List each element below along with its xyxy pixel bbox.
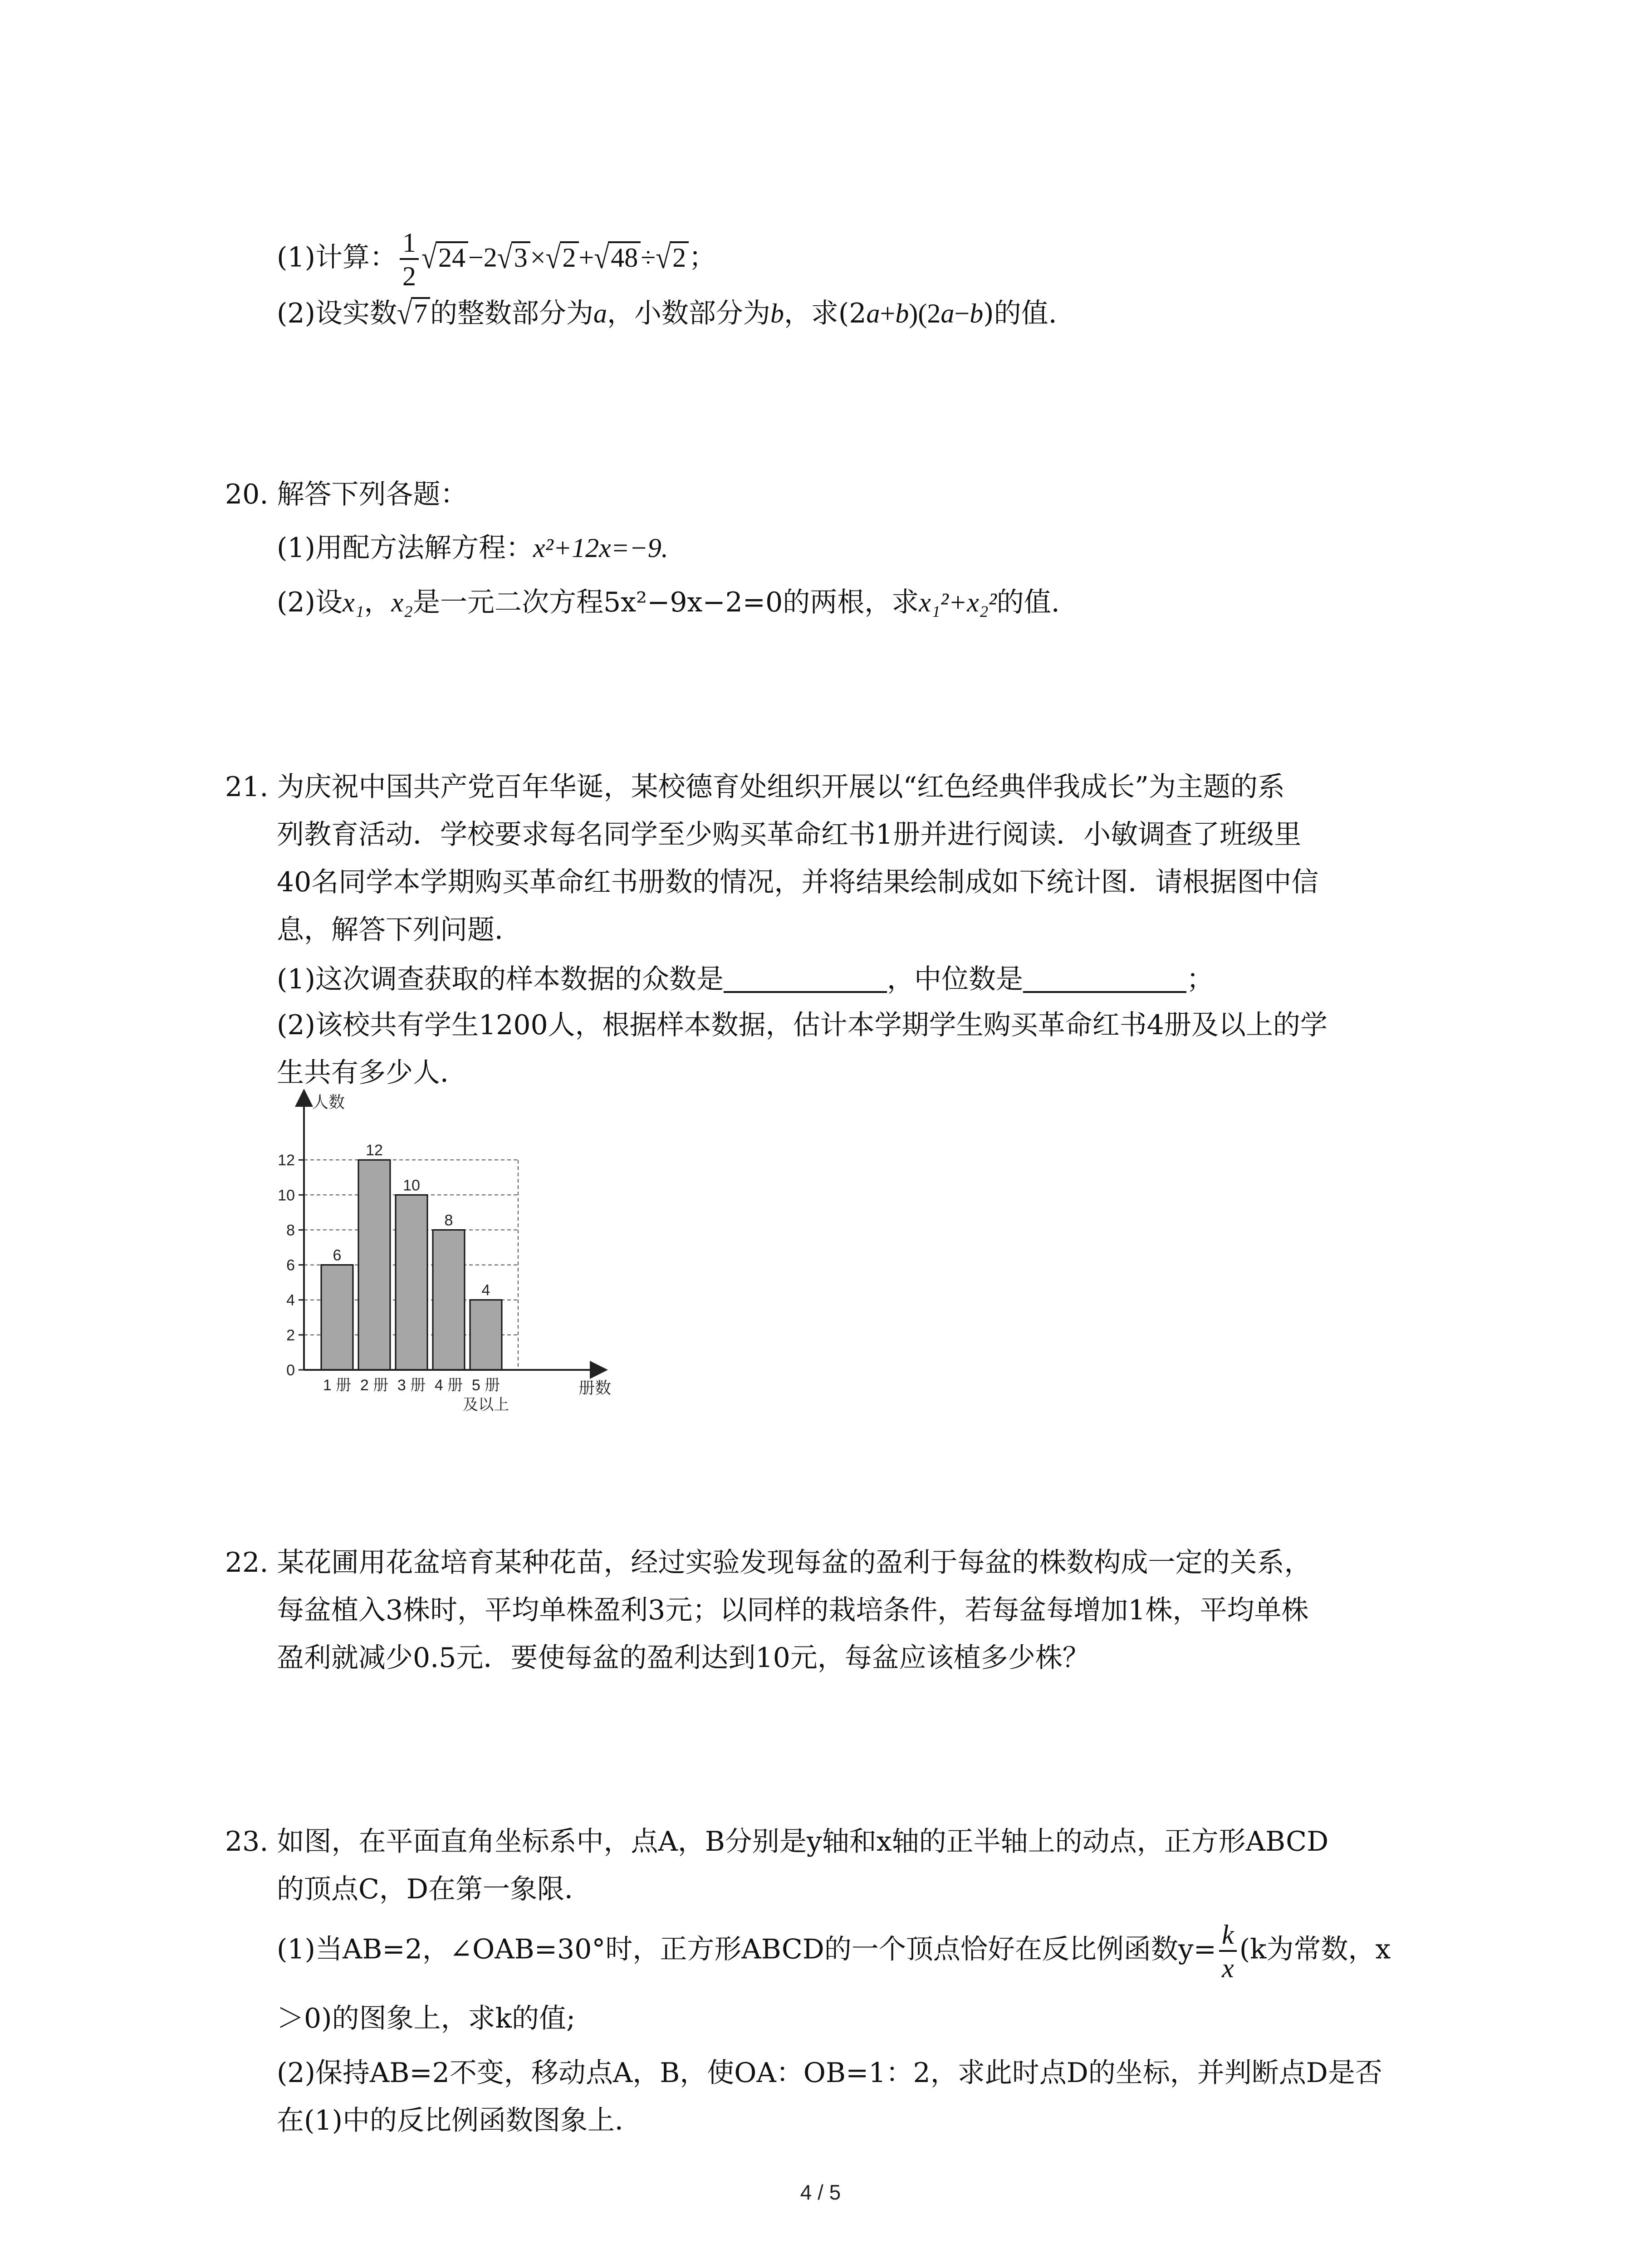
text: ，小数部分为 bbox=[607, 298, 770, 329]
var-a: a bbox=[593, 298, 607, 328]
q20-title: 20. 解答下列各题： bbox=[225, 479, 468, 510]
chart-labels bbox=[278, 1142, 509, 1413]
radicand: 48 bbox=[608, 241, 641, 271]
frac-num: k bbox=[1219, 1921, 1237, 1952]
frac-den: 2 bbox=[402, 261, 416, 291]
text: (1)当AB=2，∠OAB=30°时，正方形ABCD的一个顶点恰好在反比例函数y= bbox=[277, 1933, 1217, 1965]
q19-part1 bbox=[277, 229, 716, 290]
q21-line4: 息，解答下列问题． bbox=[277, 914, 522, 946]
radicand: 7 bbox=[411, 297, 430, 327]
x-axis-label: 册数 bbox=[578, 1378, 612, 1397]
q21-part1 bbox=[277, 964, 1214, 993]
radicand: 24 bbox=[436, 241, 468, 271]
radicand: 2 bbox=[560, 241, 579, 271]
var-a: a bbox=[941, 298, 955, 328]
text: )的值. bbox=[983, 298, 1057, 329]
sqrt-24: √24 bbox=[421, 241, 468, 271]
sqrt-2b: √2 bbox=[656, 241, 689, 271]
q22-line3: 盈利就减少0.5元．要使每盆的盈利达到10元，每盆应该植多少株？ bbox=[277, 1642, 1090, 1674]
y-tick-label: 10 bbox=[278, 1187, 295, 1204]
bar-data-label: 8 bbox=[444, 1212, 453, 1229]
text: 的值. bbox=[996, 587, 1060, 618]
q23-part1-line1 bbox=[277, 1921, 1391, 1982]
q20-part1 bbox=[277, 534, 668, 562]
var-b: b bbox=[770, 298, 784, 328]
frac-num: 1 bbox=[400, 229, 419, 260]
bar bbox=[470, 1300, 502, 1370]
punct: ； bbox=[689, 241, 716, 274]
x-tick-label: 2 册 bbox=[360, 1377, 389, 1394]
bar bbox=[321, 1265, 353, 1370]
text: (1)这次调查获取的样本数据的众数是 bbox=[277, 963, 724, 995]
x-tick-label: 5 册 bbox=[471, 1377, 500, 1394]
bar-data-label: 10 bbox=[403, 1177, 420, 1194]
radicand: 2 bbox=[670, 241, 689, 271]
radicand: 3 bbox=[511, 241, 530, 271]
q22-line2: 每盆植入3株时，平均单株盈利3元；以同样的栽培条件，若每盆每增加1株，平均单株 bbox=[277, 1594, 1309, 1626]
q21-part2-line1: (2)该校共有学生1200人，根据样本数据，估计本学期学生购买革命红书4册及以上的学 bbox=[277, 1009, 1327, 1041]
y-tick-label: 2 bbox=[286, 1326, 295, 1344]
text: (2)设 bbox=[277, 587, 343, 618]
expression: x₁²+x₂² bbox=[919, 587, 997, 617]
frac-den: x bbox=[1222, 1953, 1234, 1983]
punct: ， bbox=[364, 587, 392, 618]
var-b: b bbox=[895, 298, 909, 328]
sqrt-48: √48 bbox=[594, 241, 641, 271]
q21-line2: 列教育活动．学校要求每名同学至少购买革命红书1册并进行阅读．小敏调查了班级里 bbox=[277, 819, 1302, 850]
bar-data-label: 6 bbox=[333, 1246, 342, 1264]
q21-part2-line2: 生共有多少人． bbox=[277, 1057, 467, 1089]
op: + bbox=[880, 298, 896, 328]
sqrt-2: √2 bbox=[546, 241, 579, 271]
q19-part2 bbox=[277, 296, 1057, 331]
q19-p1-label: (1)计算： bbox=[277, 241, 397, 274]
fraction-k-over-x bbox=[1219, 1921, 1237, 1982]
y-tick-label: 4 bbox=[286, 1291, 295, 1309]
var-a: a bbox=[866, 298, 880, 328]
answer-blank-mode[interactable] bbox=[724, 964, 887, 993]
bar-chart bbox=[254, 1089, 626, 1424]
op: ÷ bbox=[641, 242, 656, 273]
fraction-half bbox=[400, 229, 419, 290]
op: × bbox=[530, 242, 546, 273]
text: ，求(2 bbox=[784, 298, 867, 329]
text: )(2 bbox=[909, 298, 941, 328]
x-tick-label: 4 册 bbox=[434, 1377, 463, 1394]
op: − bbox=[954, 298, 970, 328]
y-tick-label: 12 bbox=[278, 1152, 295, 1169]
y-axis-label: 人数 bbox=[312, 1093, 345, 1111]
q23-part2-line1: (2)保持AB=2不变，移动点A，B，使OA：OB=1：2，求此时点D的坐标，并判断点D是否 bbox=[277, 2057, 1382, 2089]
q23-line2: 的顶点C，D在第一象限． bbox=[277, 1873, 592, 1905]
text: 是一元二次方程5x²−9x−2=0的两根，求 bbox=[413, 587, 919, 618]
bar bbox=[396, 1195, 427, 1370]
q22-line1: 22. 某花圃用花盆培育某种花苗，经过实验发现每盆的盈利于每盆的株数构成一定的关系， bbox=[225, 1547, 1312, 1579]
q23-part1-line2: ＞0)的图象上，求k的值; bbox=[277, 2003, 576, 2034]
y-tick-label: 6 bbox=[286, 1256, 295, 1274]
q23-line1: 23. 如图，在平面直角坐标系中，点A，B分别是y轴和x轴的正半轴上的动点，正方形ABCD bbox=[225, 1826, 1329, 1857]
x-tick-sublabel: 及以上 bbox=[463, 1396, 509, 1413]
sqrt-7: √7 bbox=[397, 297, 430, 327]
q23-part2-line2: 在(1)中的反比例函数图象上． bbox=[277, 2105, 642, 2136]
bar-data-label: 4 bbox=[481, 1281, 490, 1299]
answer-blank-median[interactable] bbox=[1023, 964, 1186, 993]
y-tick-label: 0 bbox=[286, 1362, 295, 1379]
text: 的整数部分为 bbox=[430, 298, 593, 329]
q21-line1: 21. 为庆祝中国共产党百年华诞，某校德育处组织开展以“红色经典伴我成长”为主题的系 bbox=[225, 771, 1285, 803]
x-tick-label: 3 册 bbox=[397, 1377, 426, 1394]
equation: x²+12x=−9. bbox=[533, 533, 668, 563]
q21-line3: 40名同学本学期购买革命红书册数的情况，并将结果绘制成如下统计图．请根据图中信 bbox=[277, 866, 1319, 898]
q20-part2 bbox=[277, 589, 1060, 616]
text: (2)设实数 bbox=[277, 298, 397, 329]
op: −2 bbox=[468, 242, 497, 273]
var-x2: x₂ bbox=[391, 587, 413, 617]
op: + bbox=[578, 242, 594, 273]
y-tick-label: 8 bbox=[286, 1222, 295, 1239]
text: (k为常数，x bbox=[1239, 1933, 1391, 1965]
sqrt-3: √3 bbox=[497, 241, 530, 271]
text: (1)用配方法解方程： bbox=[277, 532, 533, 564]
punct: ； bbox=[1186, 963, 1214, 995]
var-b: b bbox=[970, 298, 984, 328]
page-number: 4 / 5 bbox=[800, 2180, 841, 2204]
bar bbox=[358, 1160, 390, 1370]
bar-data-label: 12 bbox=[366, 1142, 383, 1159]
text: ，中位数是 bbox=[887, 963, 1023, 995]
x-tick-label: 1 册 bbox=[323, 1377, 352, 1394]
var-x1: x₁ bbox=[343, 587, 364, 617]
bar bbox=[433, 1230, 465, 1370]
